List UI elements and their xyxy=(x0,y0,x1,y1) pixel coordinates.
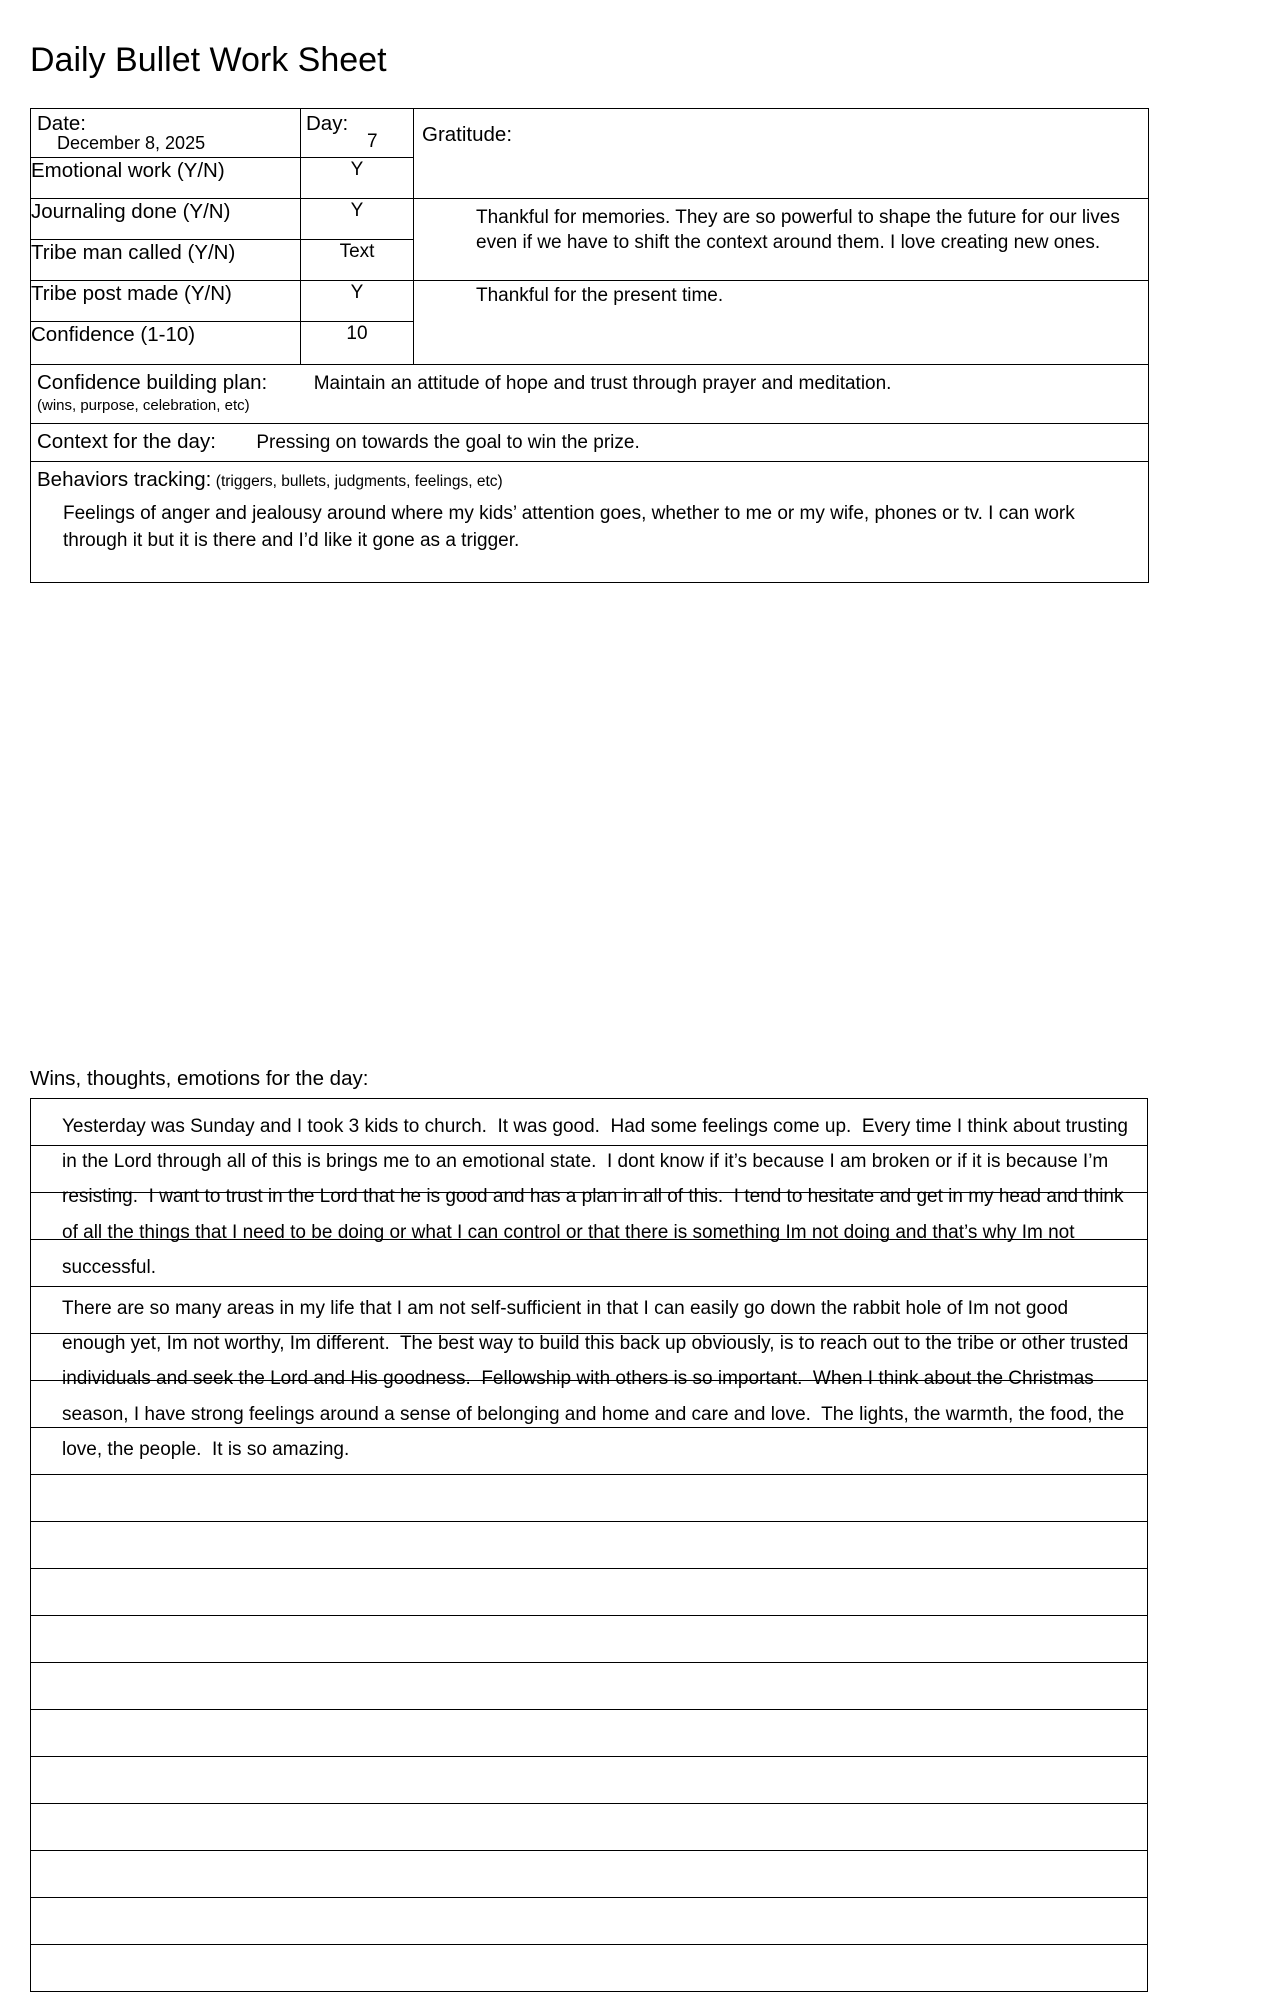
confidence-plan-title: Confidence building plan: xyxy=(37,371,268,394)
day-label: Day: xyxy=(306,112,349,135)
behaviors-cell[interactable] xyxy=(31,462,1149,583)
date-value: December 8, 2025 xyxy=(57,133,206,153)
wins-section-label: Wins, thoughts, emotions for the day: xyxy=(30,1067,369,1090)
checklist-label-emotional-work: Emotional work (Y/N) xyxy=(31,158,301,199)
context-title: Context for the day: xyxy=(37,430,216,453)
table-row-tribe-post xyxy=(31,281,1149,322)
day-cell[interactable] xyxy=(301,109,414,158)
wins-line-row[interactable] xyxy=(31,1569,1148,1616)
checklist-label-confidence: Confidence (1-10) xyxy=(31,322,301,365)
wins-line-row[interactable] xyxy=(31,1099,1148,1146)
table-row-context xyxy=(31,424,1149,462)
wins-line-row[interactable] xyxy=(31,1475,1148,1522)
page-title: Daily Bullet Work Sheet xyxy=(30,41,387,79)
checklist-label-tribe-call: Tribe man called (Y/N) xyxy=(31,240,301,281)
date-label: Date: xyxy=(37,112,86,135)
behaviors-subtitle: (triggers, bullets, judgments, feelings, etc) xyxy=(215,473,503,490)
checklist-value-tribe-post[interactable]: Y xyxy=(301,281,414,322)
gratitude-entry-2: Thankful for the present time. xyxy=(476,285,724,306)
checklist-value-emotional-work[interactable]: Y xyxy=(301,158,414,199)
checklist-value-journaling[interactable]: Y xyxy=(301,199,414,240)
checklist-label-tribe-post: Tribe post made (Y/N) xyxy=(31,281,301,322)
worksheet-table xyxy=(30,108,1149,583)
gratitude-header-cell xyxy=(414,109,1149,199)
day-value: 7 xyxy=(367,131,378,152)
table-row-confidence-plan xyxy=(31,365,1149,424)
wins-line-row[interactable] xyxy=(31,1193,1148,1240)
table-row-behaviors xyxy=(31,462,1149,583)
wins-line-row[interactable] xyxy=(31,1240,1148,1287)
gratitude-entry-2-cell[interactable] xyxy=(414,281,1149,365)
context-value: Pressing on towards the goal to win the prize. xyxy=(256,432,640,453)
gratitude-entry-1-cell[interactable] xyxy=(414,199,1149,281)
context-cell[interactable] xyxy=(31,424,1149,462)
wins-line-row[interactable] xyxy=(31,1522,1148,1569)
wins-line-row[interactable] xyxy=(31,1146,1148,1193)
wins-line-row[interactable] xyxy=(31,1757,1148,1804)
checklist-value-tribe-call[interactable]: Text xyxy=(301,240,414,281)
wins-line-row[interactable] xyxy=(31,1851,1148,1898)
checklist-label-journaling: Journaling done (Y/N) xyxy=(31,199,301,240)
date-cell[interactable] xyxy=(31,109,301,158)
behaviors-title: Behaviors tracking: xyxy=(37,468,212,491)
confidence-plan-cell[interactable] xyxy=(31,365,1149,424)
confidence-plan-value: Maintain an attitude of hope and trust through prayer and meditation. xyxy=(313,373,892,394)
wins-paragraph-2: There are so many areas in my life that I am not self-sufficient in that I can easily go down the rabbit hole of Im not good enough yet, Im not worthy, Im different. The best way to build this back up obviously, is to reach out to the tribe or other trusted individuals and seek the Lord and His goodness. Fellowship with others is so important. When I think about the Christmas season, I have strong feelings around a sense of belonging and home and care and love. The lights, the warmth, the food, the love, the people. It is so amazing. xyxy=(62,1298,1134,1460)
gratitude-label: Gratitude: xyxy=(422,123,513,146)
wins-line-row[interactable] xyxy=(31,1334,1148,1381)
table-row-date xyxy=(31,109,1149,158)
wins-line-row[interactable] xyxy=(31,1287,1148,1334)
wins-line-row[interactable] xyxy=(31,1663,1148,1710)
checklist-value-confidence[interactable]: 10 xyxy=(301,322,414,365)
confidence-plan-subtitle: (wins, purpose, celebration, etc) xyxy=(37,397,250,414)
wins-line-row[interactable] xyxy=(31,1381,1148,1428)
wins-line-row[interactable] xyxy=(31,1710,1148,1757)
wins-line-row[interactable] xyxy=(31,1616,1148,1663)
wins-lined-grid xyxy=(30,1098,1148,1992)
wins-paragraph-1: Yesterday was Sunday and I took 3 kids to church. It was good. Had some feelings come up. Every time I think about trusting in the Lord through all of this is brings me to an emotional state. I dont know if it’s because I am broken or if it is because I’m resisting. I want to trust in the Lord that he is good and has a plan in all of this. I tend to hesitate and get in my head and think of all the things that I need to be doing or what I can control or that there is something Im not doing and that’s why Im not successful. xyxy=(62,1116,1134,1278)
wins-line-row[interactable] xyxy=(31,1804,1148,1851)
wins-line-row[interactable] xyxy=(31,1898,1148,1945)
table-row-journaling xyxy=(31,199,1149,240)
wins-line-row[interactable] xyxy=(31,1428,1148,1475)
behaviors-value: Feelings of anger and jealousy around where my kids’ attention goes, whether to me or my wife, phones or tv. I can work through it but it is there and I’d like it gone as a trigger. xyxy=(63,503,1075,551)
gratitude-entry-1: Thankful for memories. They are so powerful to shape the future for our lives even if we have to shift the context around them. I love creating new ones. xyxy=(476,207,1120,253)
wins-line-row[interactable] xyxy=(31,1945,1148,1992)
